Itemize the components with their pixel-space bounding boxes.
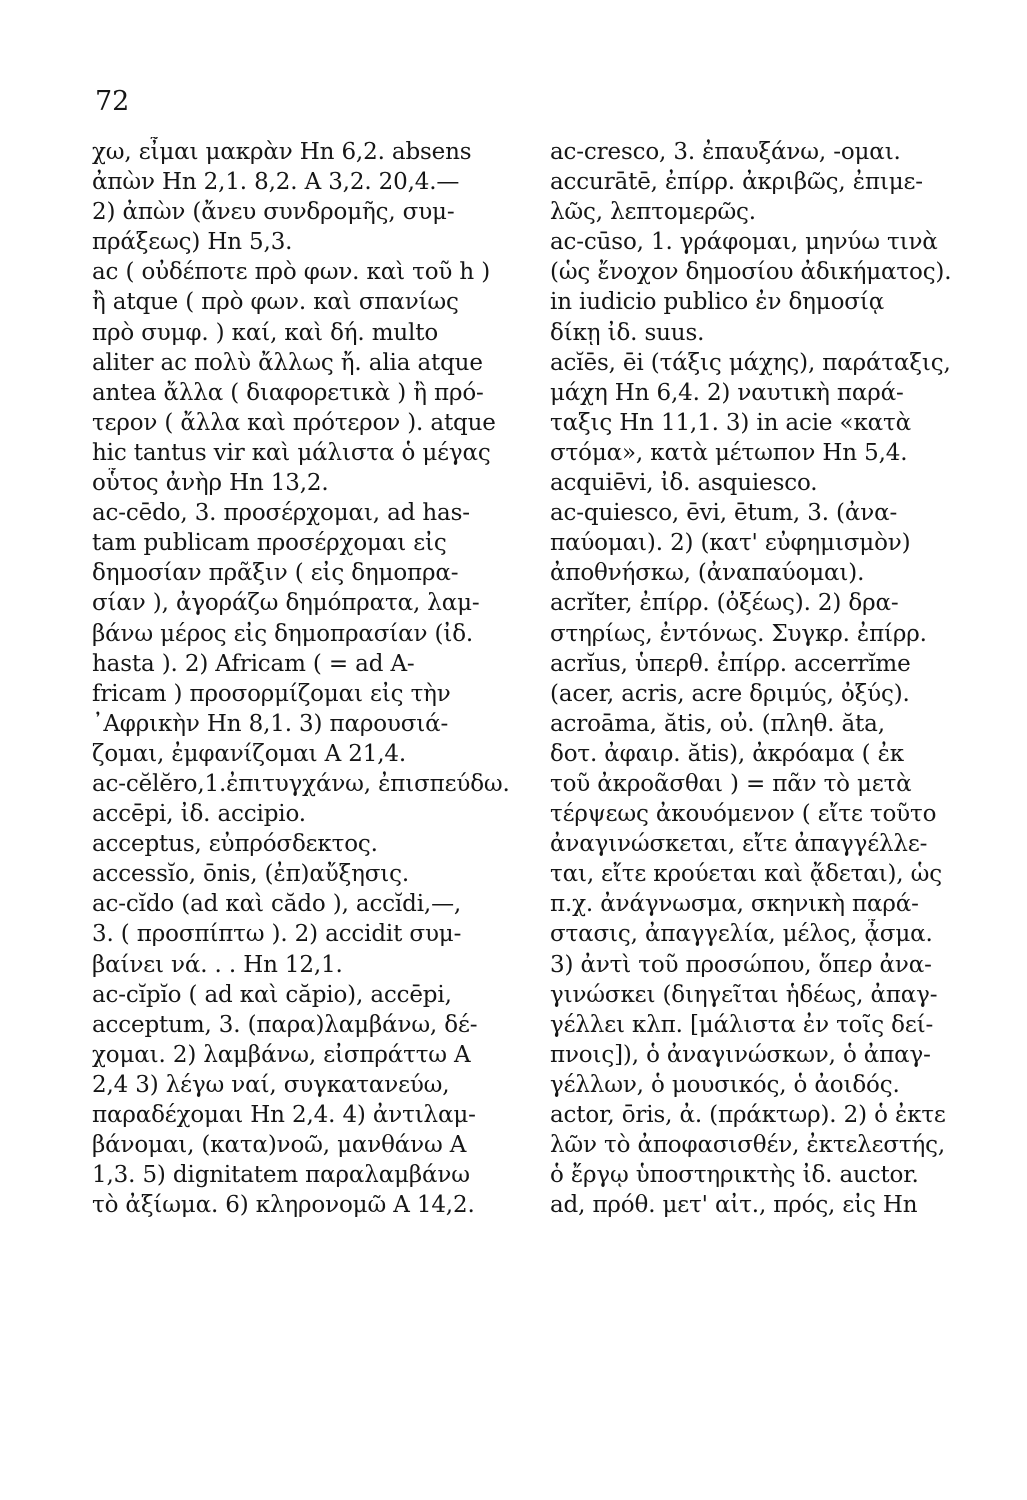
text-line: ac-quiesco, ēvi, ētum, 3. (ἀνα- — [550, 500, 898, 527]
text-line: aliter ac πολὺ ἄλλως ἤ. alia atque — [92, 349, 483, 376]
text-line: antea ἄλλα ( διαφορετικὰ ) ἢ πρό- — [92, 379, 484, 406]
text-line: ἀπὼν Hn 2,1. 8,2. A 3,2. 20,4.— — [92, 169, 460, 196]
text-line: μάχη Hn 6,4. 2) ναυτικὴ παρά- — [550, 379, 904, 406]
text-line: ταξις Hn 11,1. 3) in acie «κατὰ — [550, 409, 912, 436]
text-line: ad, πρόθ. μετ' αἰτ., πρός, εἰς Hn — [550, 1192, 918, 1219]
text-line: γινώσκει (διηγεῖται ἡδέως, ἀπαγ- — [550, 981, 938, 1008]
text-line: βάνομαι, (κατα)νοῶ, μανθάνω A — [92, 1132, 467, 1159]
text-line: acquiēvi, ἰδ. asquiesco. — [550, 470, 818, 497]
text-line: τερον ( ἄλλα καὶ πρότερον ). atque — [92, 409, 496, 436]
text-line: ac-cresco, 3. ἐπαυξάνω, -ομαι. — [550, 139, 901, 165]
text-line: tam publicam προσέρχομαι εἰς — [92, 530, 447, 557]
text-line: 3. ( προσπίπτω ). 2) accidit συμ- — [92, 921, 462, 948]
text-line: πνοις]), ὁ ἀναγινώσκων, ὁ ἀπαγ- — [550, 1041, 931, 1068]
text-line: δίκῃ ἰδ. suus. — [550, 319, 705, 346]
text-line: σίαν ), ἀγοράζω δημόπρατα, λαμ- — [92, 590, 480, 617]
text-line: acrĭter, ἐπίρρ. (ὀξέως). 2) δρα- — [550, 590, 899, 617]
text-line: χομαι. 2) λαμβάνω, εἰσπράττω A — [92, 1041, 471, 1068]
left-column — [92, 137, 522, 1220]
text-line: hasta ). 2) Africam ( = ad A- — [92, 650, 415, 677]
text-line: τέρψεως ἀκουόμενον ( εἴτε τοῦτο — [550, 801, 937, 828]
text-line: ἀναγινώσκεται, εἴτε ἀπαγγέλλε- — [550, 831, 928, 858]
text-line: 3) ἀντὶ τοῦ προσώπου, ὅπερ ἀνα- — [550, 951, 932, 978]
text-line: χω, εἶμαι μακρὰν Hn 6,2. absens — [92, 139, 472, 165]
text-line: ac-cūso, 1. γράφομαι, μηνύω τινὰ — [550, 229, 938, 256]
text-line: acceptum, 3. (παρα)λαμβάνω, δέ- — [92, 1011, 478, 1038]
text-line: πρὸ συμφ. ) καί, καὶ δή. multo — [92, 319, 439, 346]
text-line: actor, ōris, ἀ. (πράκτωρ). 2) ὁ ἐκτε — [550, 1102, 946, 1128]
text-line: ac-cēdo, 3. προσέρχομαι, ad has- — [92, 500, 470, 527]
text-line: 2,4 3) λέγω ναί, συγκατανεύω, — [92, 1071, 450, 1098]
text-line: in iudicio publico ἐν δημοσίᾳ — [550, 289, 885, 316]
text-line: βαίνει νά. . . Hn 12,1. — [92, 951, 343, 978]
text-line: στηρίως, ἐντόνως. Συγκρ. ἐπίρρ. — [550, 620, 927, 647]
text-line: (ὡς ἔνοχον δημοσίου ἀδικήματος). — [550, 259, 952, 286]
text-line: (acer, acris, acre δριμύς, ὀξύς). — [550, 680, 910, 707]
text-line: στασις, ἀπαγγελία, μέλος, ᾆσμα. — [550, 921, 933, 948]
text-line: γέλλει κλπ. [μάλιστα ἐν τοῖς δεί- — [550, 1011, 934, 1038]
text-line: ᾿Αφρικὴν Hn 8,1. 3) παρουσιά- — [92, 710, 449, 737]
text-line: acĭēs, ēi (τάξις μάχης), παράταξις, — [550, 349, 951, 376]
text-line: accessĭo, ōnis, (ἐπ)αὔξησις. — [92, 861, 410, 888]
text-line: δημοσίαν πρᾶξιν ( εἰς δημοπρα- — [92, 560, 459, 587]
text-line: παραδέχομαι Hn 2,4. 4) ἀντιλαμ- — [92, 1102, 476, 1128]
text-line: πράξεως) Hn 5,3. — [92, 229, 293, 256]
text-line: 1,3. 5) dignitatem παραλαμβάνω — [92, 1162, 470, 1189]
text-line: οὗτος ἀνὴρ Hn 13,2. — [92, 470, 329, 497]
page-number: 72 — [95, 86, 130, 117]
text-line: ac ( οὐδέποτε πρὸ φων. καὶ τοῦ h ) — [92, 259, 491, 286]
text-line: λῶν τὸ ἀποφασισθέν, ἐκτελεστής, — [550, 1132, 946, 1159]
text-line: accēpi, ἰδ. accipio. — [92, 801, 306, 828]
text-line: βάνω μέρος εἰς δημοπρασίαν (ἰδ. — [92, 620, 474, 647]
text-line: fricam ) προσορμίζομαι εἰς τὴν — [92, 680, 451, 707]
text-line: acceptus, εὐπρόσδεκτος. — [92, 831, 378, 858]
text-line: ac-cĕlĕro,1.ἐπιτυγχάνω, ἐπισπεύδω. — [92, 770, 510, 797]
text-line: ὁ ἔργῳ ὑποστηρικτὴς ἰδ. auctor. — [550, 1162, 919, 1189]
text-line: π.χ. ἀνάγνωσμα, σκηνικὴ παρά- — [550, 891, 919, 918]
text-line: λῶς, λεπτομερῶς. — [550, 199, 756, 226]
text-line: ἢ atque ( πρὸ φων. καὶ σπανίως — [92, 289, 459, 316]
text-line: hic tantus vir καὶ μάλιστα ὁ μέγας — [92, 439, 491, 466]
text-line: δοτ. ἀφαιρ. ătis), ἀκρόαμα ( ἐκ — [550, 740, 905, 767]
text-line: ac-cĭdo (ad καὶ cădo ), accĭdi,—, — [92, 891, 462, 918]
text-line: 2) ἀπὼν (ἄνευ συνδρομῆς, συμ- — [92, 199, 455, 226]
text-line: ζομαι, ἐμφανίζομαι A 21,4. — [92, 740, 407, 767]
text-line: τοῦ ἀκροᾶσθαι ) = πᾶν τὸ μετὰ — [550, 770, 912, 797]
text-line: ται, εἴτε κρούεται καὶ ᾄδεται), ὡς — [550, 861, 942, 888]
text-line: ἀποθνήσκω, (ἀναπαύομαι). — [550, 560, 865, 587]
right-column — [550, 137, 970, 1220]
text-line: acrĭus, ὑπερθ. ἐπίρρ. accerrĭme — [550, 650, 911, 677]
text-line: παύομαι). 2) (κατ' εὐφημισμὸν) — [550, 530, 911, 557]
text-line: accurātē, ἐπίρρ. ἀκριβῶς, ἐπιμε- — [550, 169, 923, 196]
text-line: ac-cĭpĭo ( ad καὶ căpio), accēpi, — [92, 981, 452, 1008]
text-line: γέλλων, ὁ μουσικός, ὁ ἀοιδός. — [550, 1071, 900, 1098]
text-line: acroāma, ătis, οὐ. (πληθ. ăta, — [550, 710, 885, 737]
text-line: τὸ ἀξίωμα. 6) κληρονομῶ A 14,2. — [92, 1192, 475, 1219]
text-line: στόμα», κατὰ μέτωπον Hn 5,4. — [550, 439, 908, 466]
